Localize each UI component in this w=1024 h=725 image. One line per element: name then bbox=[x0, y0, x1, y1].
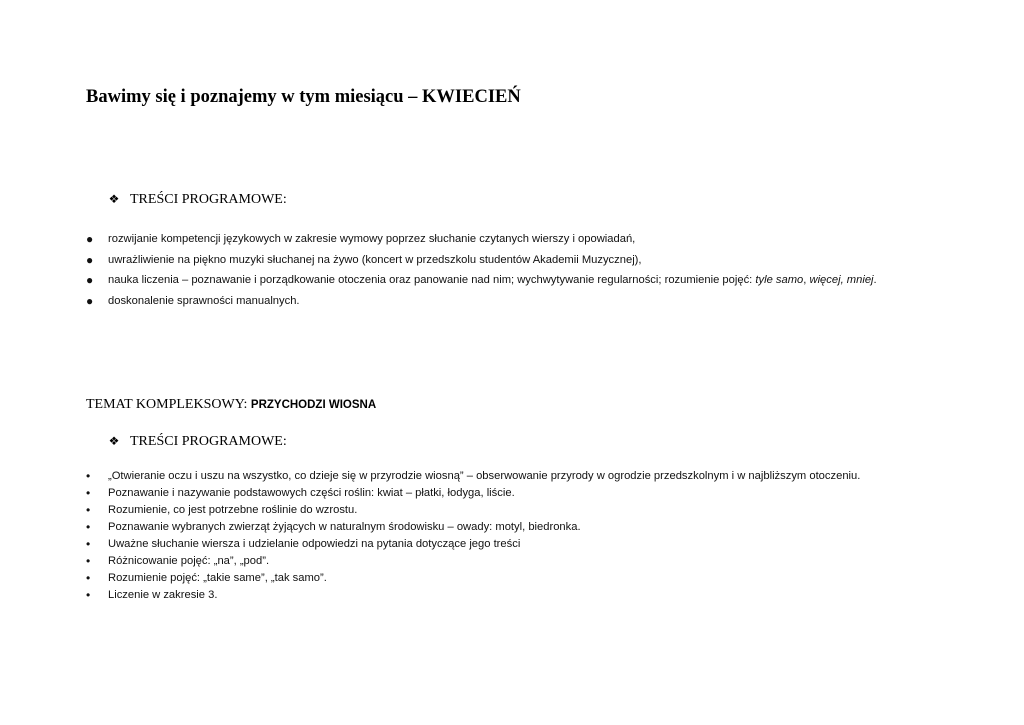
list-item-text: Różnicowanie pojęć: „na”, „pod”. bbox=[108, 555, 270, 567]
list-item-text: doskonalenie sprawności manualnych. bbox=[108, 294, 300, 307]
bullet-icon: • bbox=[86, 571, 91, 585]
bullet-icon: • bbox=[86, 469, 91, 483]
list-item-text: nauka liczenia – poznawanie i porządkowanie otoczenia oraz panowanie nad nim; wychwytywanie regularności; rozumienie pojęć: bbox=[108, 274, 756, 286]
list-item-text: Rozumienie, co jest potrzebne roślinie do wzrostu. bbox=[108, 504, 358, 516]
tresci-list-1 bbox=[0, 231, 928, 313]
list-item bbox=[0, 231, 928, 248]
list-item-text: Poznawanie i nazywanie podstawowych części roślin: kwiat – płatki, łodyga, liście. bbox=[108, 487, 515, 499]
list-item-text: uwrażliwienie na piękno muzyki słuchanej na żywo (koncert w przedszkolu studentów Akademii Muzycznej), bbox=[108, 253, 642, 266]
list-item bbox=[0, 570, 928, 587]
list-item bbox=[0, 536, 928, 553]
section-heading-tresci-1 bbox=[108, 190, 287, 209]
term-tyle-samo: tyle samo bbox=[755, 274, 804, 286]
temat-kompleksowy bbox=[86, 396, 376, 414]
list-item-text: rozwijanie kompetencji językowych w zakresie wymowy poprzez słuchanie czytanych wierszy i opowiadań, bbox=[108, 233, 636, 245]
list-item bbox=[0, 293, 928, 310]
bullet-icon: ● bbox=[86, 232, 94, 246]
list-item-text: Poznawanie wybranych zwierząt żyjących w naturalnym środowisku – owady: motyl, biedronka. bbox=[108, 521, 581, 533]
section-heading-tresci-2 bbox=[108, 432, 287, 451]
list-item bbox=[0, 485, 928, 502]
bullet-icon: • bbox=[86, 486, 91, 500]
diamond-bullet-icon: ❖ bbox=[108, 192, 120, 206]
section-heading-text: TREŚCI PROGRAMOWE: bbox=[130, 434, 287, 449]
list-item bbox=[0, 252, 928, 269]
list-item-text: Liczenie w zakresie 3. bbox=[108, 589, 218, 601]
list-item bbox=[0, 502, 928, 519]
temat-label: TEMAT KOMPLEKSOWY: bbox=[86, 397, 251, 412]
list-item-text: Rozumienie pojęć: „takie same”, „tak samo”. bbox=[108, 572, 327, 584]
diamond-bullet-icon: ❖ bbox=[108, 434, 120, 448]
list-item bbox=[0, 587, 928, 604]
list-item-end: . bbox=[873, 274, 877, 286]
tresci-list-2 bbox=[0, 468, 928, 604]
list-item bbox=[0, 519, 928, 536]
term-wiecej-mniej: więcej, mniej bbox=[809, 274, 874, 286]
section-heading-text: TREŚCI PROGRAMOWE: bbox=[130, 192, 287, 207]
bullet-icon: • bbox=[86, 537, 91, 551]
list-item-text: „Otwieranie oczu i uszu na wszystko, co dzieje się w przyrodzie wiosną” – obserwowanie przyrody w ogrodzie przedszkolnym i w najbliższym otoczeniu. bbox=[108, 470, 861, 482]
list-item bbox=[0, 272, 928, 289]
list-item-sep: , bbox=[803, 274, 810, 286]
bullet-icon: ● bbox=[86, 293, 94, 308]
bullet-icon: • bbox=[86, 520, 91, 534]
list-item bbox=[0, 553, 928, 570]
temat-value: PRZYCHODZI WIOSNA bbox=[250, 399, 377, 411]
bullet-icon: • bbox=[86, 554, 91, 568]
list-item-text: Uważne słuchanie wiersza i udzielanie odpowiedzi na pytania dotyczące jego treści bbox=[108, 538, 521, 550]
bullet-icon: ● bbox=[86, 252, 94, 267]
page-title: Bawimy się i poznajemy w tym miesiącu – KWIECIEŃ bbox=[86, 87, 521, 107]
bullet-icon: • bbox=[86, 503, 91, 517]
bullet-icon: ● bbox=[86, 273, 94, 287]
bullet-icon: • bbox=[86, 588, 91, 602]
list-item bbox=[0, 468, 928, 485]
